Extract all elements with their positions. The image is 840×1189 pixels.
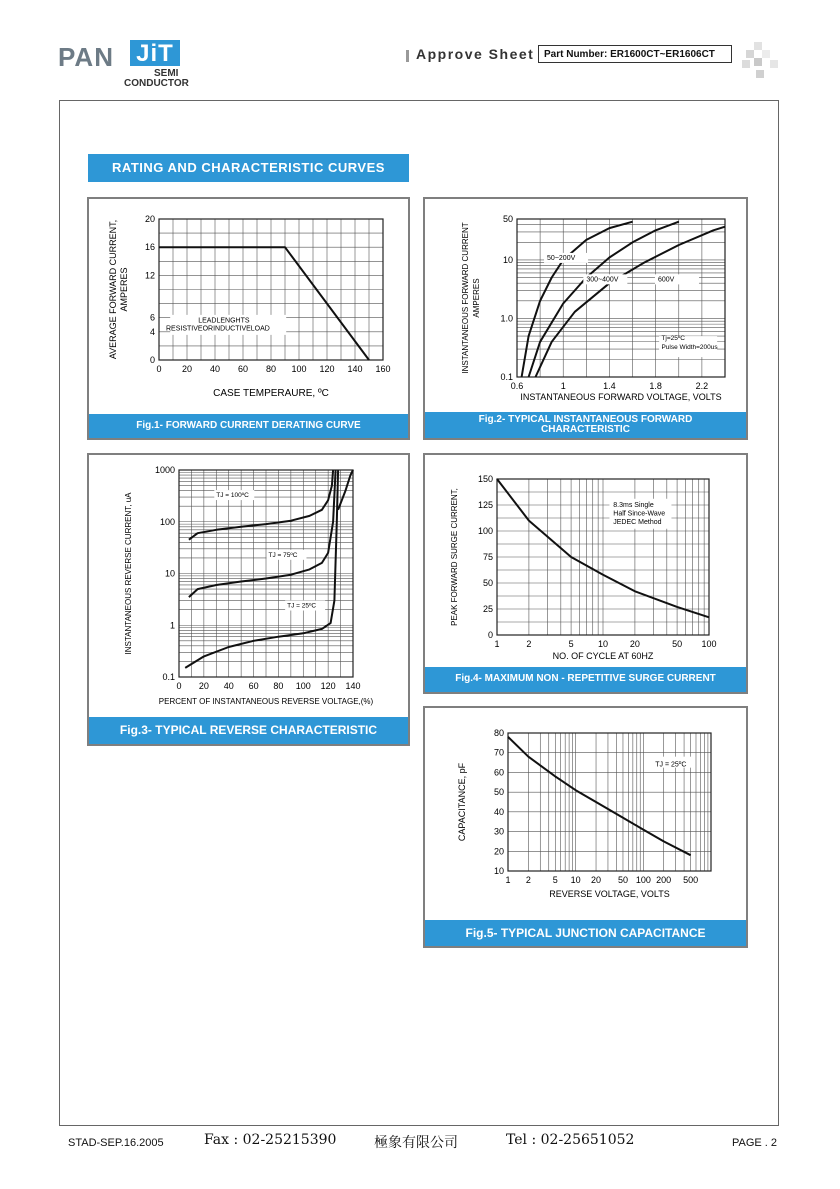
fig3-chart <box>89 455 408 718</box>
annotation-text: JEDEC Method <box>613 519 662 527</box>
y-tick-label: 10 <box>164 568 175 579</box>
x-tick-label: 20 <box>629 639 640 649</box>
y-tick-label: 20 <box>144 214 155 224</box>
fig3-caption: Fig.3- TYPICAL REVERSE CHARACTERISTIC <box>89 717 408 744</box>
series-label: 300~400V <box>586 276 619 284</box>
fig4-caption: Fig.4- MAXIMUM NON - REPETITIVE SURGE CURRENT <box>425 667 746 692</box>
y-tick-label: 0 <box>487 630 493 640</box>
x-tick-label: 5 <box>552 875 558 885</box>
y-tick-label: 16 <box>144 242 155 253</box>
y-tick-label: 25 <box>482 604 493 614</box>
x-tick-label: 60 <box>248 681 259 691</box>
x-tick-label: 1 <box>494 639 500 649</box>
y-tick-label: 0.1 <box>162 672 175 682</box>
fig4-panel <box>423 453 748 694</box>
y-tick-label: 1 <box>169 620 175 631</box>
annotation-text: Tj=25ºC <box>661 334 685 342</box>
fig5-caption: Fig.5- TYPICAL JUNCTION CAPACITANCE <box>425 920 746 946</box>
x-tick-label: 2 <box>526 639 532 649</box>
footer-company: 極象有限公司 <box>374 1135 458 1151</box>
fig5-chart <box>425 708 746 920</box>
x-tick-label: 50 <box>617 875 628 885</box>
x-tick-label: 1 <box>505 875 511 885</box>
y-tick-label: 50 <box>502 214 513 224</box>
y-tick-label: 10 <box>502 254 513 265</box>
decorative-squares-icon <box>742 42 780 80</box>
fig5-panel <box>423 706 748 948</box>
y-tick-label: 10 <box>493 866 504 876</box>
x-axis-label: INSTANTANEOUS FORWARD VOLTAGE, VOLTS <box>520 392 722 402</box>
x-tick-label: 0 <box>156 364 162 374</box>
x-tick-label: 100 <box>701 639 717 649</box>
series-line <box>189 470 336 597</box>
x-tick-label: 2 <box>525 875 531 885</box>
footer-page: PAGE . 2 <box>732 1137 778 1149</box>
x-tick-label: 80 <box>265 364 277 374</box>
y-axis-label: INSTANTANEOUS REVERSE CURRENT, uA <box>124 492 133 655</box>
series-label: TJ = 100ºC <box>216 492 249 500</box>
x-tick-label: 200 <box>656 875 672 885</box>
x-tick-label: 2.2 <box>695 381 709 391</box>
company-logo <box>58 38 188 90</box>
x-tick-label: 120 <box>319 364 335 374</box>
y-tick-label: 80 <box>493 728 504 738</box>
x-axis-label: CASE TEMPERAURE, ºC <box>213 388 329 399</box>
x-tick-label: 1.4 <box>603 381 616 391</box>
x-tick-label: 0.6 <box>510 381 524 391</box>
logo-conductor-text: CONDUCTOR <box>124 78 189 89</box>
y-tick-label: 20 <box>493 846 504 857</box>
x-tick-label: 10 <box>597 639 609 649</box>
x-tick-label: 160 <box>375 364 391 374</box>
x-tick-label: 1.8 <box>649 381 662 391</box>
x-tick-label: 500 <box>683 875 699 885</box>
x-tick-label: 60 <box>237 364 249 374</box>
series-label: TJ = 25ºC <box>287 602 317 610</box>
x-tick-label: 100 <box>295 681 311 691</box>
section-title: RATING AND CHARACTERISTIC CURVES <box>88 154 409 182</box>
y-tick-label: 4 <box>149 326 155 337</box>
y-tick-label: 60 <box>493 767 504 778</box>
x-tick-label: 140 <box>345 681 361 691</box>
series-label: 50~200V <box>547 254 576 262</box>
fig2-chart <box>425 199 746 412</box>
x-tick-label: 1 <box>560 381 566 391</box>
x-tick-label: 100 <box>635 875 651 885</box>
y-tick-label: 12 <box>144 270 155 281</box>
y-tick-label: 40 <box>493 806 504 817</box>
x-tick-label: 20 <box>591 875 602 885</box>
fig2-caption: Fig.2- TYPICAL INSTANTANEOUS FORWARD CHARACTERISTIC <box>425 412 746 438</box>
y-tick-label: 70 <box>493 747 504 758</box>
y-axis-label: AMPERES <box>472 278 481 318</box>
fig3-panel <box>87 453 410 746</box>
fig1-panel <box>87 197 410 440</box>
y-tick-label: 6 <box>149 312 155 323</box>
x-tick-label: 10 <box>570 875 581 885</box>
y-tick-label: 75 <box>482 552 493 562</box>
y-axis-label: INSTANTANEOUS FORWARD CURRENT <box>461 222 470 374</box>
y-tick-label: 150 <box>477 474 493 484</box>
y-axis-label: PEAK FORWARD SURGE CURRENT, <box>450 488 459 626</box>
annotation-text: Half Since-Wave <box>613 510 666 518</box>
x-axis-label: PERCENT OF INSTANTANEOUS REVERSE VOLTAGE,(%) <box>158 697 374 706</box>
logo-pan-text: PAN <box>58 42 114 72</box>
approve-sheet-title: Approve Sheet <box>416 46 535 62</box>
y-tick-label: 30 <box>493 826 504 837</box>
annotation-text: LEADLENGHTS <box>198 317 250 325</box>
x-tick-label: 100 <box>291 364 307 374</box>
fig2-panel <box>423 197 748 440</box>
fig1-chart <box>89 199 408 414</box>
x-tick-label: 0 <box>176 681 182 691</box>
y-tick-label: 125 <box>477 500 493 510</box>
y-axis-label: AVERAGE FORWARD CURRENT, <box>108 219 118 360</box>
x-tick-label: 5 <box>568 639 574 649</box>
y-tick-label: 1000 <box>154 465 175 475</box>
x-tick-label: 20 <box>198 681 209 691</box>
part-number-box: Part Number: ER1600CT~ER1606CT <box>538 45 732 63</box>
approve-marker <box>406 50 409 62</box>
y-tick-label: 100 <box>159 516 175 527</box>
annotation-text: RESISTIVEORINDUCTIVELOAD <box>166 325 270 333</box>
series-line <box>185 470 338 668</box>
series-line <box>189 470 333 540</box>
fig4-chart <box>425 455 746 667</box>
x-tick-label: 140 <box>347 364 363 374</box>
series-line <box>522 222 633 377</box>
y-tick-label: 100 <box>477 526 493 536</box>
y-tick-label: 0 <box>149 355 155 365</box>
footer-date: STAD-SEP.16.2005 <box>68 1137 164 1149</box>
series-label: TJ = 75ºC <box>268 551 298 559</box>
x-tick-label: 50 <box>672 639 683 649</box>
y-axis-label: AMPERES <box>119 267 129 312</box>
logo-jit-text: JiT <box>130 40 180 66</box>
footer-fax: Fax : 02-25215390 <box>204 1132 337 1148</box>
footer-tel: Tel : 02-25651052 <box>506 1132 635 1148</box>
x-tick-label: 40 <box>209 364 221 374</box>
annotation-text: Pulse Width=200us <box>661 344 718 352</box>
x-axis-label: REVERSE VOLTAGE, VOLTS <box>549 889 670 899</box>
y-tick-label: 50 <box>482 578 493 588</box>
annotation-text: 8.3ms Single <box>613 502 654 510</box>
y-tick-label: 1.0 <box>500 313 513 324</box>
annotation-text: TJ = 25ºC <box>655 761 687 769</box>
y-tick-label: 0.1 <box>500 372 513 382</box>
x-axis-label: NO. OF CYCLE AT 60HZ <box>552 651 654 661</box>
x-tick-label: 20 <box>181 364 193 374</box>
series-line <box>529 222 679 377</box>
y-tick-label: 50 <box>493 787 504 798</box>
x-tick-label: 40 <box>223 681 234 691</box>
x-tick-label: 80 <box>273 681 284 691</box>
logo-semi-text: SEMI <box>154 68 179 79</box>
series-line <box>508 737 691 855</box>
fig1-caption: Fig.1- FORWARD CURRENT DERATING CURVE <box>89 414 408 438</box>
x-tick-label: 120 <box>320 681 336 691</box>
series-label: 600V <box>657 276 675 284</box>
y-axis-label: CAPACITANCE, pF <box>457 762 467 842</box>
